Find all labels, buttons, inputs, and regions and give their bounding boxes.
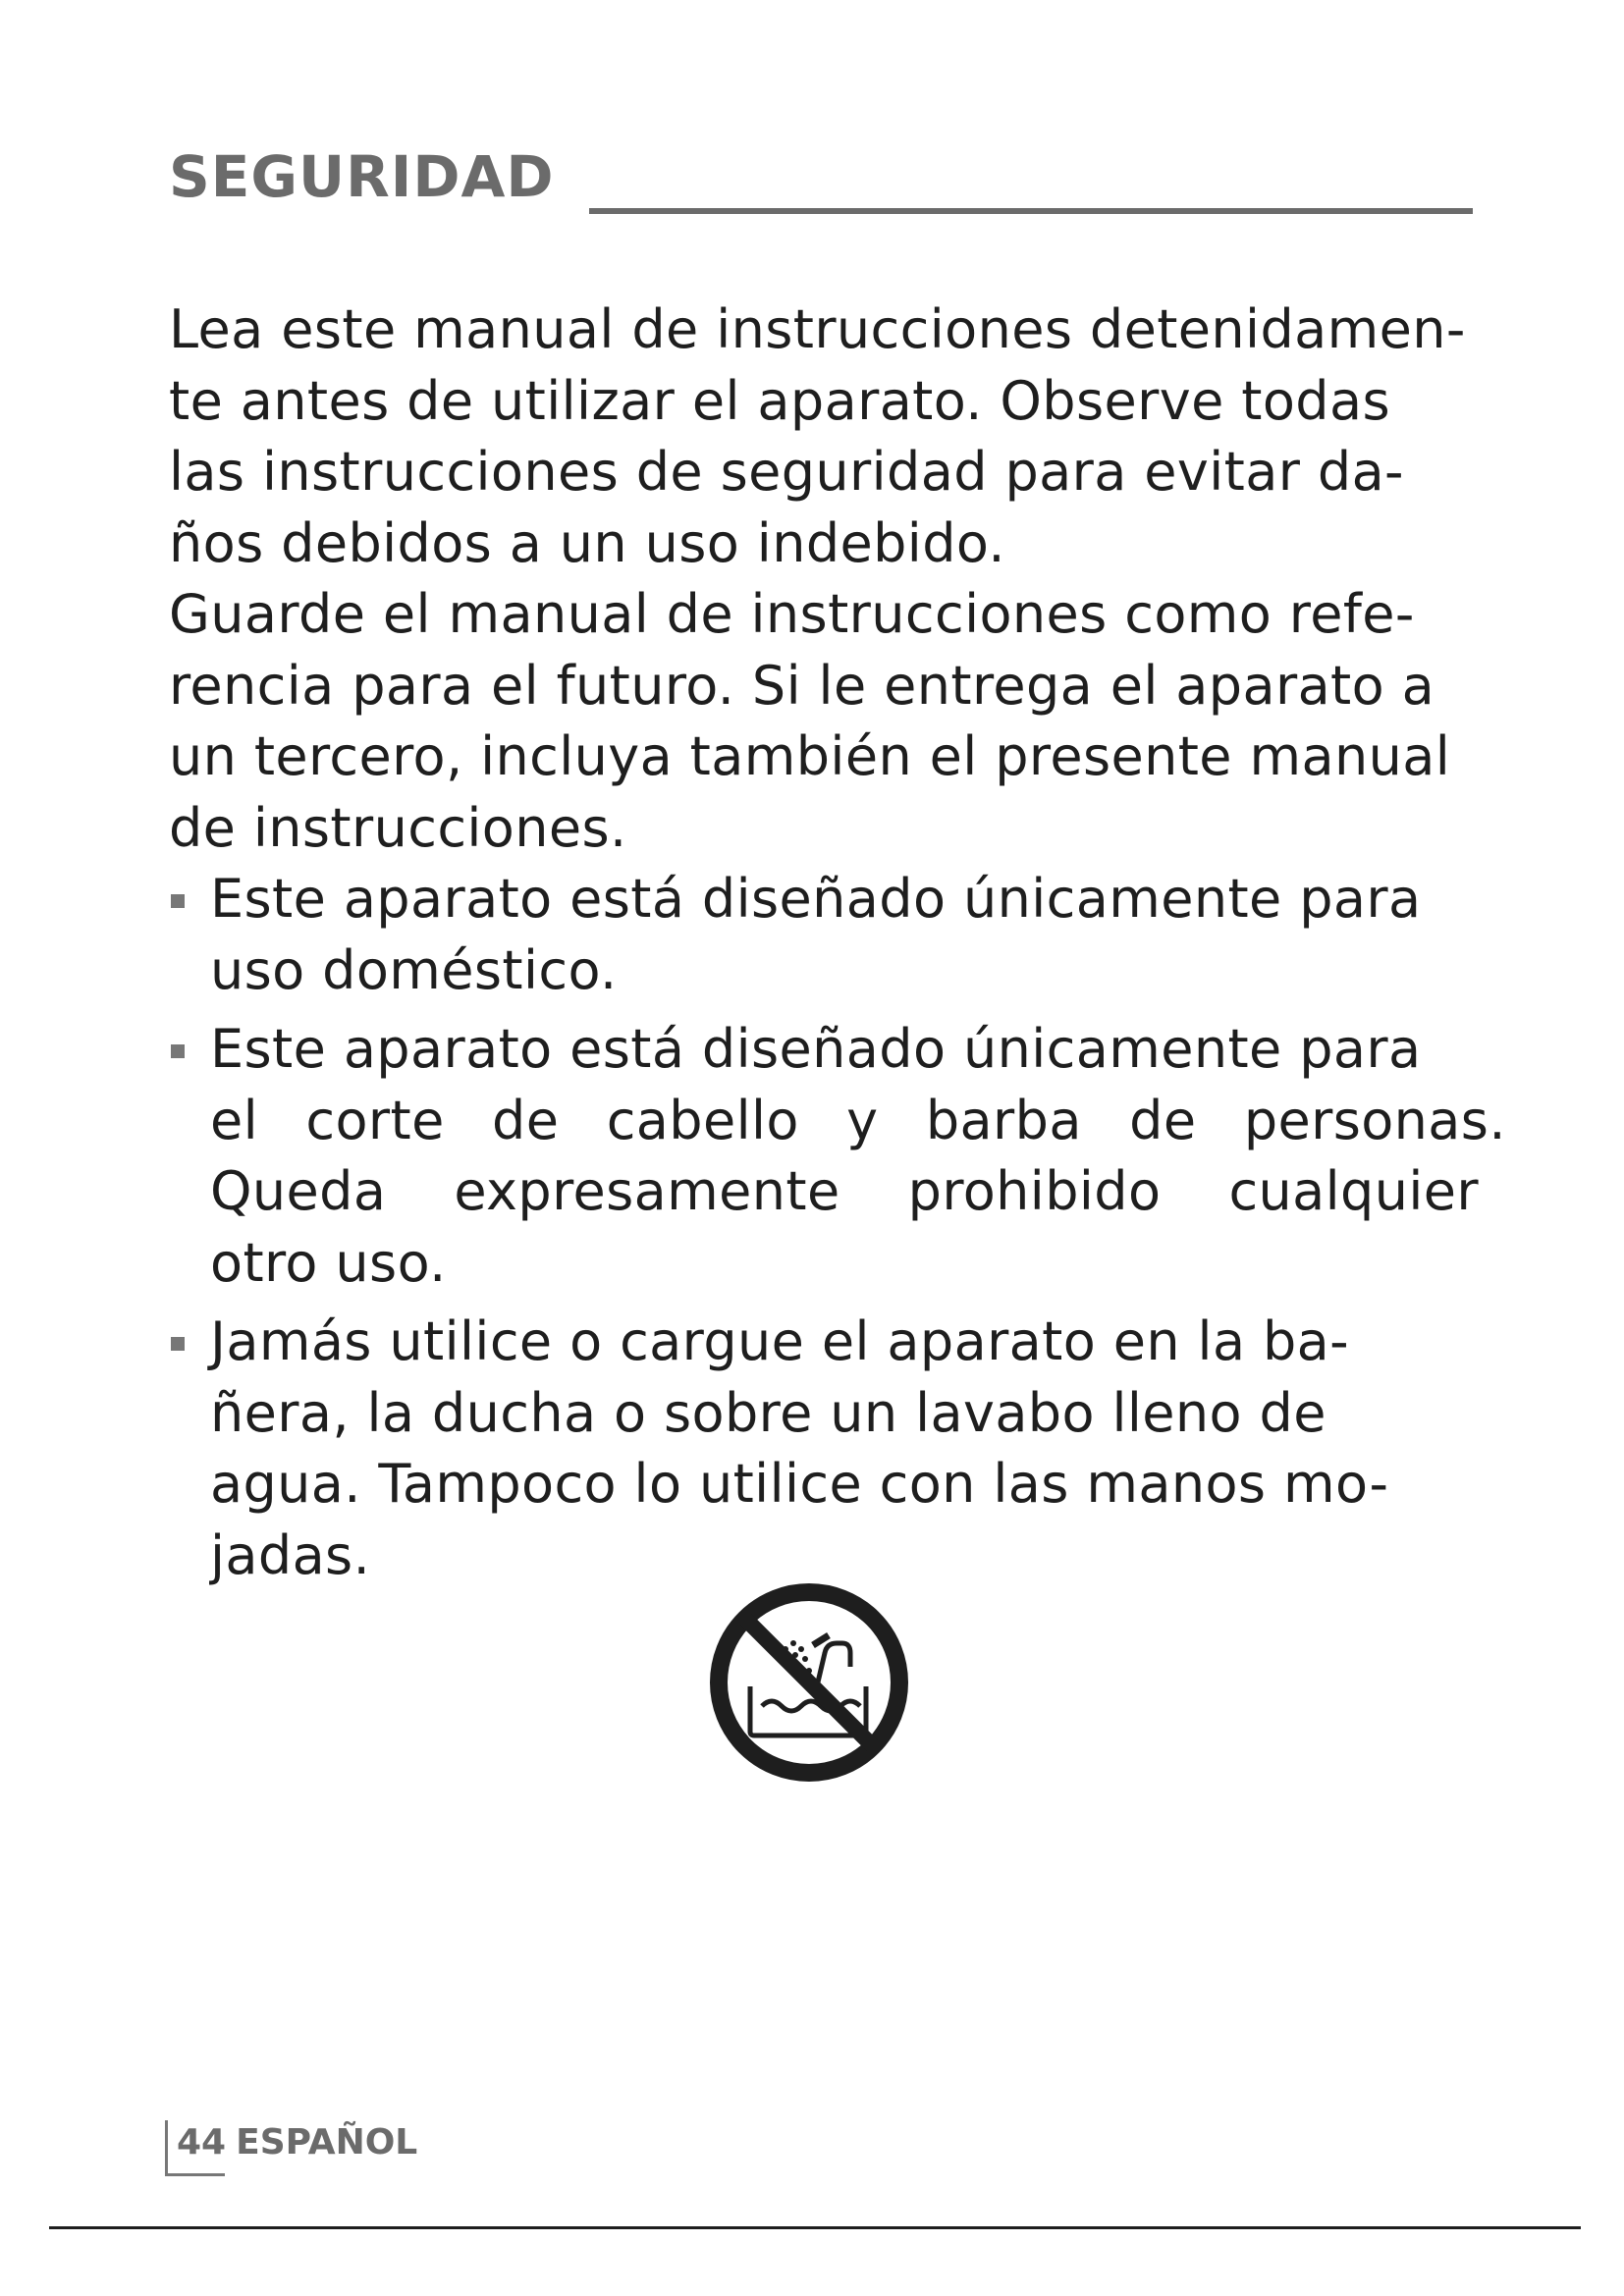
intro-line: rencia para el futuro. Si le entrega el aparato a	[169, 654, 1435, 717]
intro-line: Lea este manual de instrucciones detenidamen-	[169, 298, 1466, 360]
list-item	[169, 864, 1504, 1006]
section-title: SEGURIDAD	[169, 143, 555, 210]
bottom-rule	[49, 2226, 1581, 2229]
bullet-square-icon	[171, 1044, 185, 1058]
heading-rule	[589, 208, 1473, 214]
list-item-line: Este aparato está diseñado únicamente para	[210, 1018, 1422, 1080]
list-item-line: Jamás utilice o cargue el aparato en la ba-	[210, 1310, 1350, 1372]
page-footer	[177, 2122, 417, 2163]
bullet-square-icon	[171, 1337, 185, 1351]
page-number: 44	[177, 2122, 227, 2163]
intro-line: Guarde el manual de instrucciones como refe-	[169, 583, 1415, 645]
list-item	[169, 1014, 1504, 1299]
intro-line: de instrucciones.	[169, 796, 627, 859]
safety-list	[169, 864, 1504, 1591]
intro-paragraph	[169, 294, 1504, 864]
intro-line: un tercero, incluya también el presente manual	[169, 725, 1451, 787]
list-item-line: jadas.	[210, 1523, 371, 1586]
intro-line: las instrucciones de seguridad para evitar da-	[169, 441, 1404, 503]
intro-line: te antes de utilizar el aparato. Observe todas	[169, 369, 1390, 432]
list-item-line: Queda expresamente prohibido cualquier	[210, 1160, 1479, 1222]
section-heading	[169, 137, 1475, 216]
intro-line: ños debidos a un uso indebido.	[169, 511, 1005, 574]
safety-content	[169, 294, 1504, 1591]
bullet-square-icon	[171, 894, 185, 908]
list-item-line: otro uso.	[210, 1231, 447, 1294]
list-item-line: el corte de cabello y barba de personas.	[210, 1089, 1506, 1151]
no-water-use-icon	[703, 1576, 915, 1789]
list-item-line: ñera, la ducha o sobre un lavabo lleno de	[210, 1381, 1326, 1444]
footer-language: ESPAÑOL	[236, 2122, 418, 2163]
list-item-line: uso doméstico.	[210, 938, 618, 1001]
list-item-line: Este aparato está diseñado únicamente para	[210, 868, 1422, 930]
list-item	[169, 1307, 1504, 1591]
list-item-line: agua. Tampoco lo utilice con las manos mo-	[210, 1453, 1389, 1515]
